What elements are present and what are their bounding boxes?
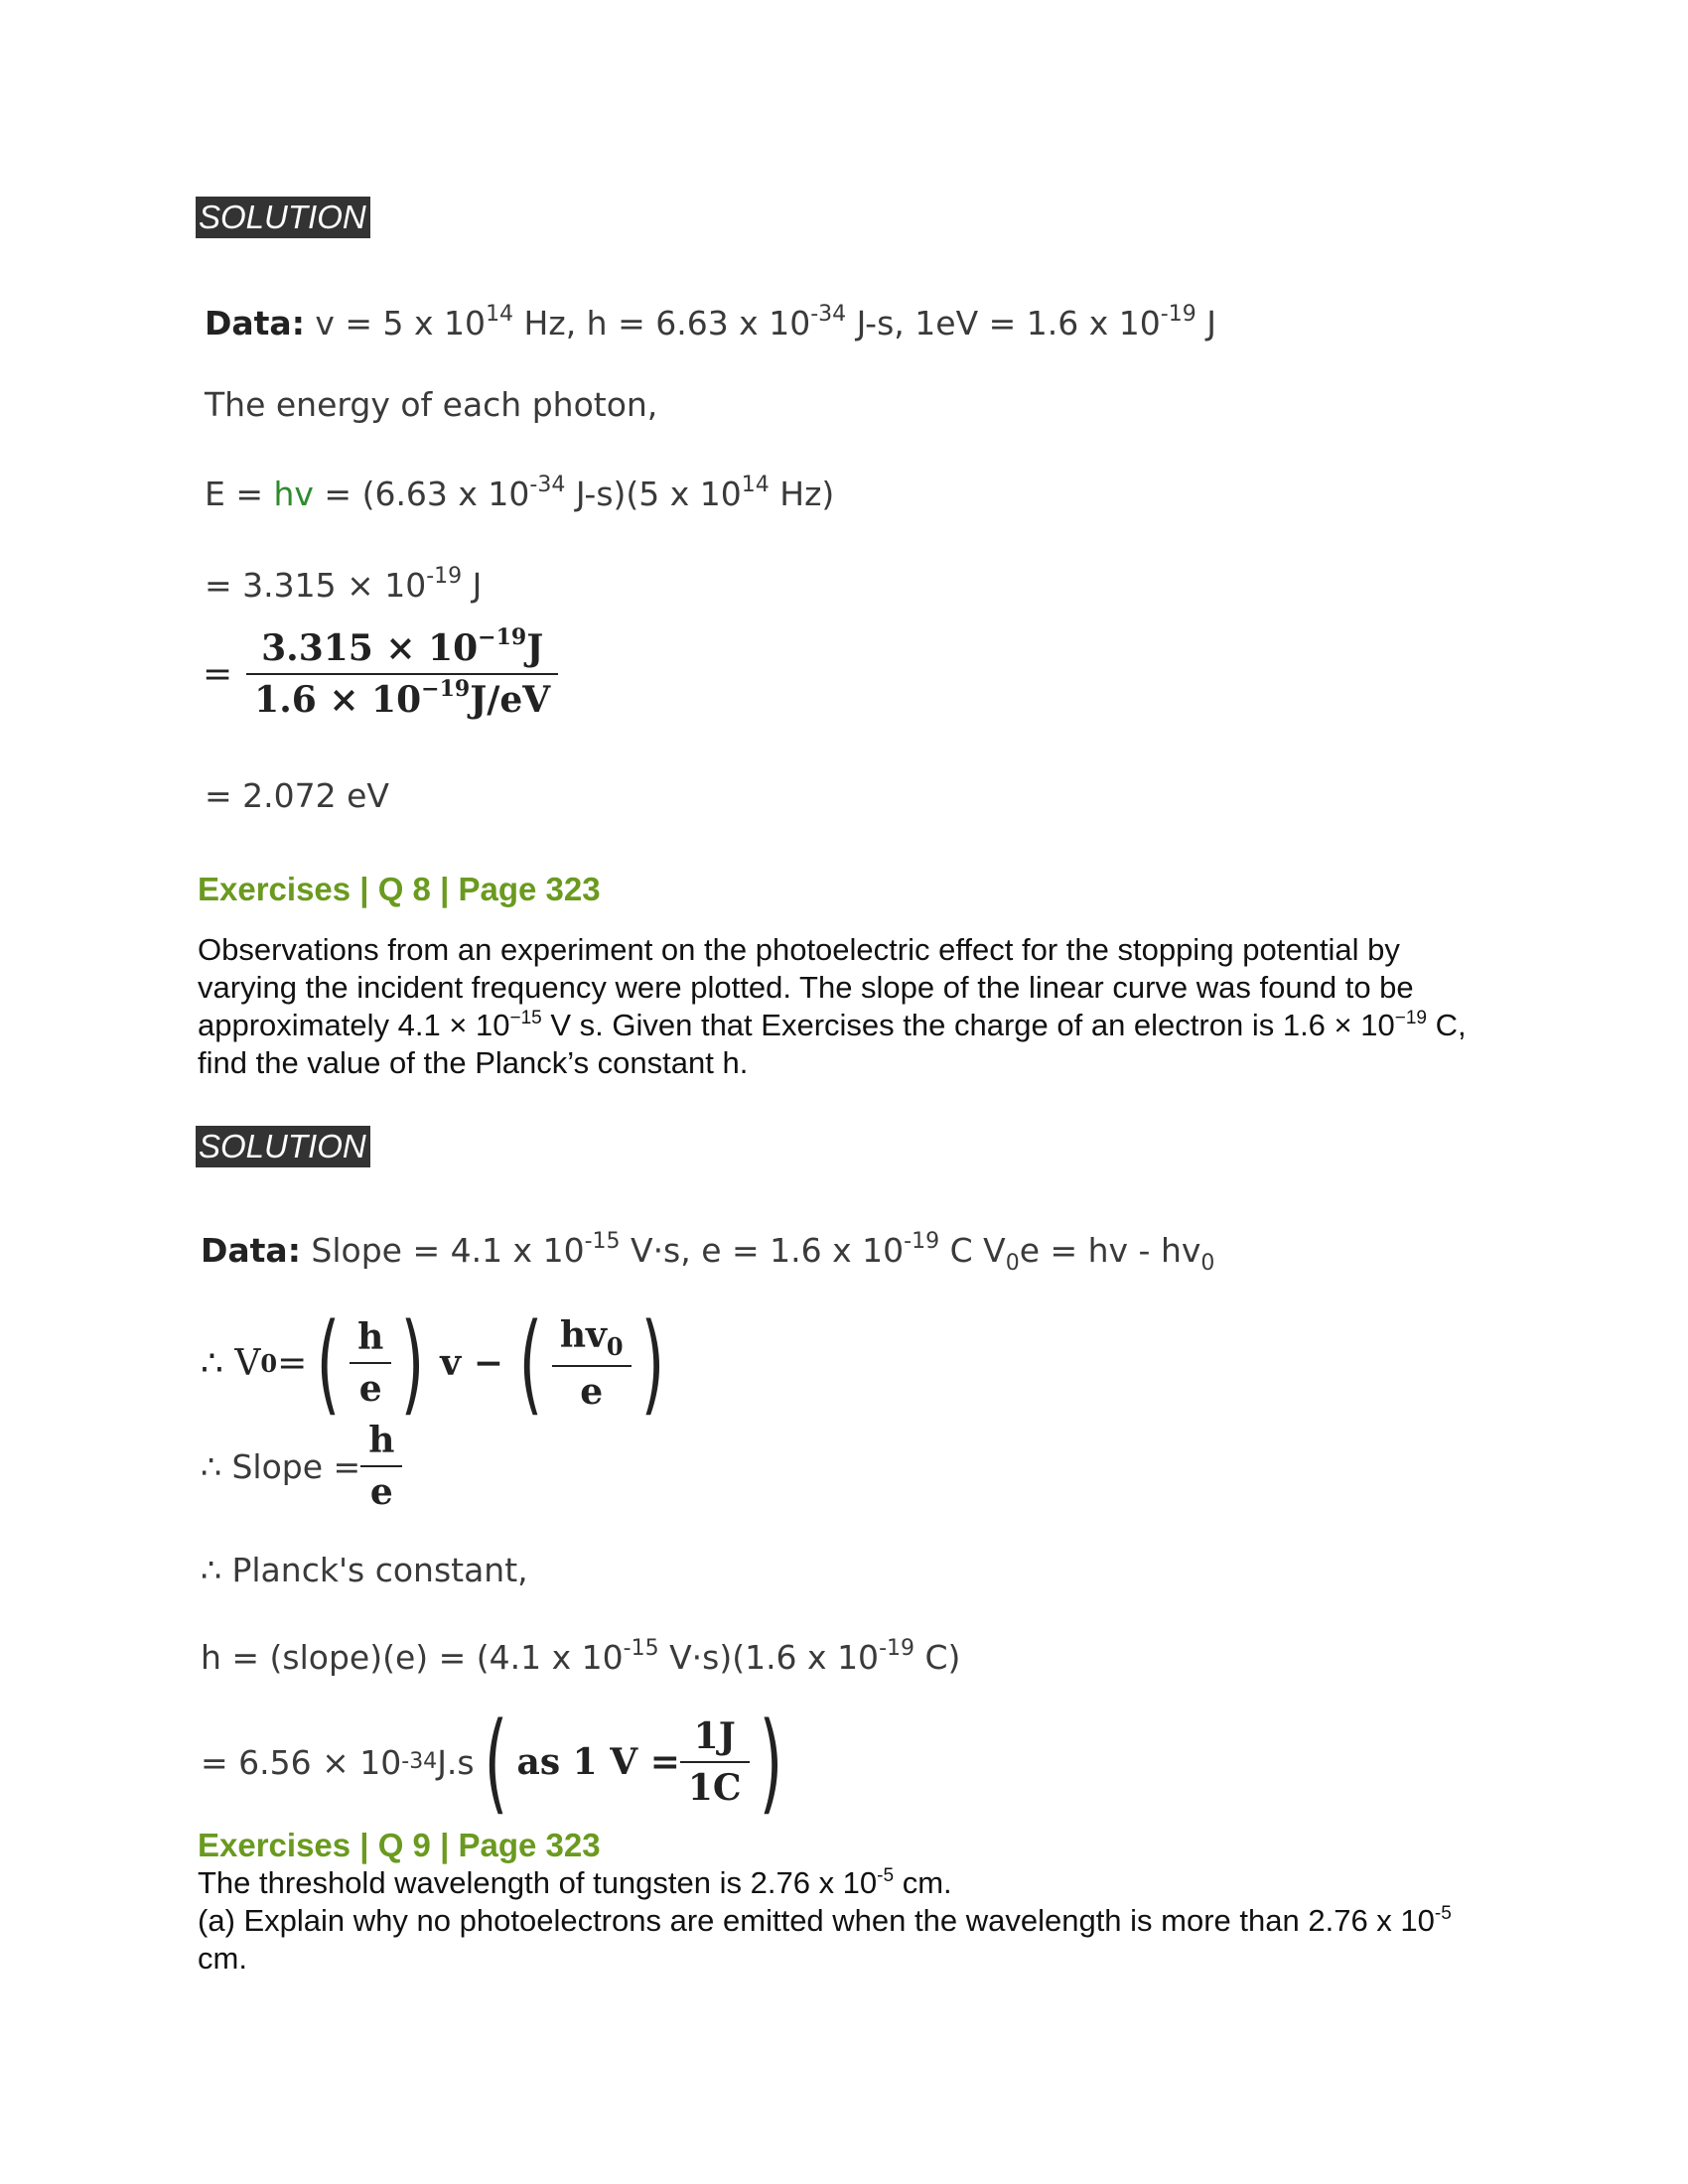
- h-eq-2: V·s)(1.6 x 10: [658, 1638, 880, 1677]
- data-end: J: [1196, 304, 1216, 342]
- question-heading-q8: Exercises | Q 8 | Page 323: [198, 871, 601, 907]
- energy-text: The energy of each photon,: [205, 385, 658, 424]
- data-v: v = 5 x 10: [304, 304, 487, 342]
- exp: −19: [1394, 1008, 1427, 1028]
- q8-text-1: Observations from an experiment on the photoelectric effect for the stopping potential by varying the incident frequency were plotted. The slope of the linear curve was found to be approximately 4.1 × 10: [198, 932, 1414, 1042]
- h-eq-3: C): [914, 1638, 961, 1677]
- fraction-numerator: h: [368, 1420, 395, 1461]
- fraction-bar: [246, 673, 558, 675]
- eq-hv: hv: [273, 475, 314, 513]
- fraction-bar: [350, 1362, 391, 1364]
- q8-text-2: V s. Given that Exercises the charge of an electron is 1.6 × 10: [541, 1008, 1395, 1042]
- exp: 14: [486, 302, 514, 327]
- fraction-bar: [360, 1465, 402, 1467]
- fraction-numerator: [552, 1314, 632, 1361]
- paren-right: ): [401, 1299, 425, 1427]
- eq-pre: E =: [205, 475, 274, 513]
- slope-equation: [201, 1420, 402, 1513]
- final-1: = 6.56 × 10: [201, 1742, 402, 1782]
- q9-text: (a) Explain why no photoelectrons are emitted when the wavelength is more than 2.76 x 10: [198, 1903, 1435, 1938]
- final-result: = 2.072 eV: [205, 776, 389, 815]
- res-pre: = 3.315 × 10: [205, 566, 427, 605]
- exp: -34: [529, 473, 566, 497]
- data-4: e = hv - hv: [1019, 1231, 1201, 1270]
- paren-left: (: [316, 1299, 341, 1427]
- question-text-q9: [198, 1864, 1498, 1978]
- fraction-denominator: e: [580, 1370, 604, 1413]
- exp: -19: [904, 1229, 940, 1254]
- v0-therefore: ∴ V: [201, 1342, 261, 1384]
- q9-text: cm.: [198, 1941, 247, 1976]
- data-h: Hz, h = 6.63 x 10: [513, 304, 811, 342]
- exp: -34: [810, 302, 847, 327]
- fraction-denominator: 1C: [687, 1767, 742, 1809]
- hv0-over-e-fraction: [552, 1314, 632, 1413]
- exp: -19: [426, 564, 463, 589]
- data-3: C V: [939, 1231, 1006, 1270]
- paren-right: ): [640, 1299, 664, 1427]
- v-minus: v −: [440, 1342, 503, 1384]
- num-unit: J: [526, 627, 544, 669]
- fraction-bar: [552, 1365, 632, 1367]
- exp: -15: [623, 1636, 659, 1661]
- exp: -19: [1160, 302, 1196, 327]
- paren-left: (: [518, 1299, 543, 1427]
- num-text: hv: [559, 1313, 607, 1356]
- fraction-denominator: e: [369, 1471, 393, 1513]
- fraction-numerator: [253, 624, 551, 669]
- equals-sign: =: [277, 1342, 308, 1384]
- question-text-q8: [198, 931, 1498, 1082]
- slope-fraction: [360, 1420, 402, 1513]
- exp: −15: [509, 1008, 542, 1028]
- den-text: 1.6 × 10: [254, 679, 422, 721]
- num-text: 3.315 × 10: [261, 627, 479, 669]
- data-1: Slope = 4.1 x 10: [300, 1231, 585, 1270]
- result-joules: [205, 566, 482, 606]
- energy-equation: [205, 475, 834, 514]
- sub: 0: [1200, 1251, 1215, 1276]
- sub: 0: [606, 1331, 624, 1361]
- data-2: V·s, e = 1.6 x 10: [620, 1231, 905, 1270]
- exp: -5: [1434, 1903, 1452, 1924]
- den-unit: J/eV: [470, 679, 551, 721]
- v0-equation: [201, 1299, 674, 1427]
- q9-line-2: [198, 1902, 1498, 1978]
- data-ev: J-s, 1eV = 1.6 x 10: [846, 304, 1161, 342]
- paren-right: ): [759, 1699, 782, 1826]
- exp: -5: [877, 1865, 895, 1886]
- fraction-denominator: e: [358, 1368, 382, 1410]
- sub: 0: [260, 1348, 278, 1378]
- h-over-e-fraction: [350, 1316, 391, 1410]
- question-heading-q9: Exercises | Q 9 | Page 323: [198, 1827, 601, 1863]
- solution-badge: SOLUTION: [196, 1126, 370, 1167]
- unit-fraction: [680, 1715, 750, 1809]
- q9-line-1: [198, 1864, 1498, 1902]
- fraction-bar: [680, 1761, 750, 1763]
- final-h-equation: = 6.56 × 10 -34 J.s ( as 1 V = $\frac{1J}{1C}$ ): [201, 1699, 782, 1826]
- q9-text: The threshold wavelength of tungsten is 2.76 x 10: [198, 1865, 878, 1900]
- q8-text-3: C, find the value of the Planck’s constant h.: [198, 1008, 1467, 1080]
- fraction-numerator: 1J: [693, 1715, 736, 1757]
- fraction-equation: [203, 624, 558, 721]
- planck-text: ∴ Planck's constant,: [201, 1551, 528, 1589]
- solution-badge: SOLUTION: [196, 197, 370, 238]
- eq-mid2: J-s)(5 x 10: [565, 475, 742, 513]
- data-line: [205, 304, 1216, 343]
- slope-pre: ∴ Slope =: [201, 1446, 361, 1486]
- eq-mid: = (6.63 x 10: [313, 475, 530, 513]
- equals-sign: =: [203, 653, 233, 695]
- data-label: Data:: [205, 304, 305, 342]
- eq-end: Hz): [769, 475, 835, 513]
- exp: −19: [421, 676, 471, 702]
- data-line: [201, 1229, 1215, 1276]
- q9-text: cm.: [894, 1865, 952, 1900]
- energy-fraction: [246, 624, 558, 721]
- exp: 14: [741, 473, 770, 497]
- as-text: as 1 V =: [516, 1741, 680, 1783]
- fraction-denominator: [246, 676, 558, 721]
- fraction-numerator: h: [357, 1316, 384, 1358]
- final-2: J.s: [437, 1742, 475, 1782]
- res-end: J: [462, 566, 483, 605]
- exp: −19: [478, 624, 527, 650]
- exp: -15: [584, 1229, 621, 1254]
- paren-left: (: [484, 1699, 507, 1826]
- exp: -19: [879, 1636, 914, 1661]
- data-label: Data:: [201, 1231, 301, 1270]
- h-eq-1: h = (slope)(e) = (4.1 x 10: [201, 1638, 624, 1677]
- sub: 0: [1005, 1251, 1020, 1276]
- h-equation: [201, 1638, 960, 1678]
